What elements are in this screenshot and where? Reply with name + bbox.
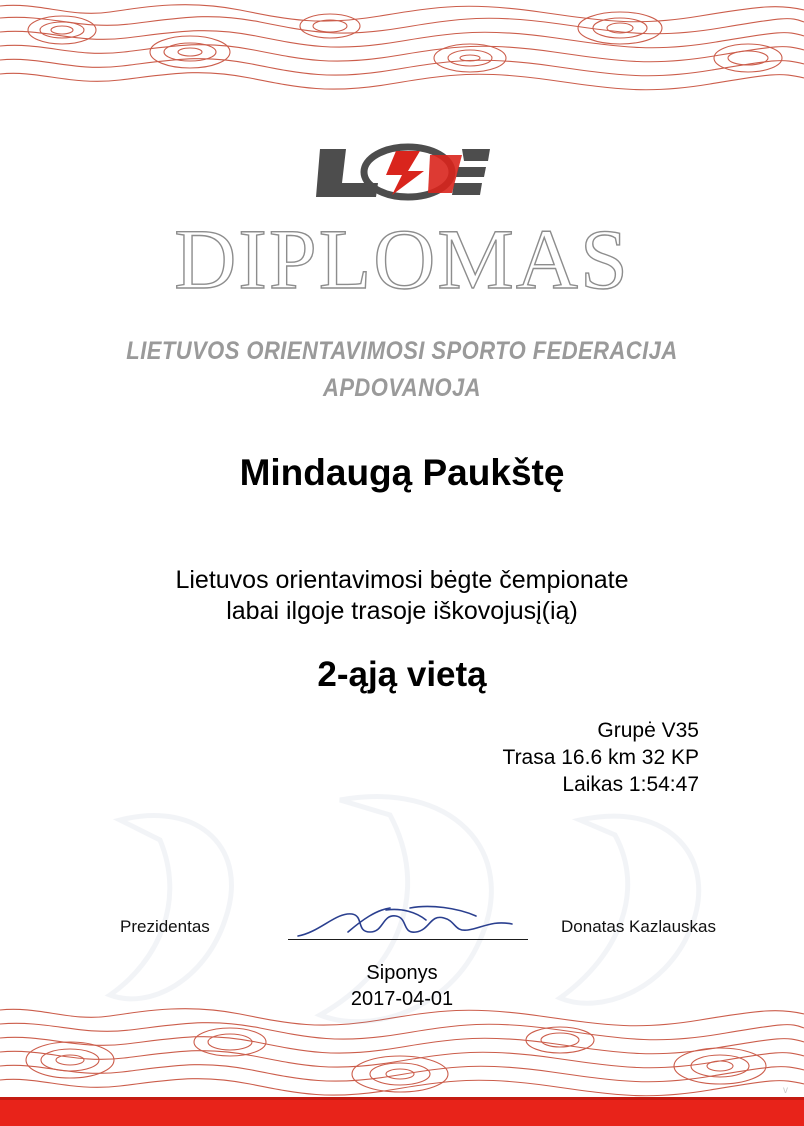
detail-course: Trasa 16.6 km 32 KP xyxy=(502,746,699,769)
event-description xyxy=(0,565,804,627)
detail-time: Laikas 1:54:47 xyxy=(562,773,699,796)
event-line-2: labai ilgoje trasoje iškovojusį(ią) xyxy=(226,597,578,625)
federation-line-1: LIETUVOS ORIENTAVIMOSI SPORTO FEDERACIJA xyxy=(126,337,678,365)
footer-block xyxy=(0,960,804,1012)
place-awarded: 2-ąją vietą xyxy=(317,655,487,694)
page-title: DIPLOMAS xyxy=(174,211,630,307)
recipient-name: Mindaugą Paukštę xyxy=(239,452,565,493)
signature-line xyxy=(288,939,528,940)
signature-name: Donatas Kazlauskas xyxy=(561,917,716,936)
signature-role: Prezidentas xyxy=(120,917,210,936)
event-line-1: Lietuvos orientavimosi bėgte čempionate xyxy=(175,566,629,594)
contour-decoration-top xyxy=(0,0,804,95)
footer-date: 2017-04-01 xyxy=(350,988,454,1010)
result-details xyxy=(0,717,804,798)
signature-row xyxy=(0,912,804,942)
bottom-accent-bar xyxy=(0,1100,804,1126)
footer-location: Siponys xyxy=(366,962,438,984)
federation-line-2: APDOVANOJA xyxy=(322,374,482,402)
detail-group: Grupė V35 xyxy=(597,719,699,742)
corner-mark: v xyxy=(783,1085,788,1096)
signature-mark-icon xyxy=(290,902,530,944)
losf-logo-icon xyxy=(312,143,492,203)
